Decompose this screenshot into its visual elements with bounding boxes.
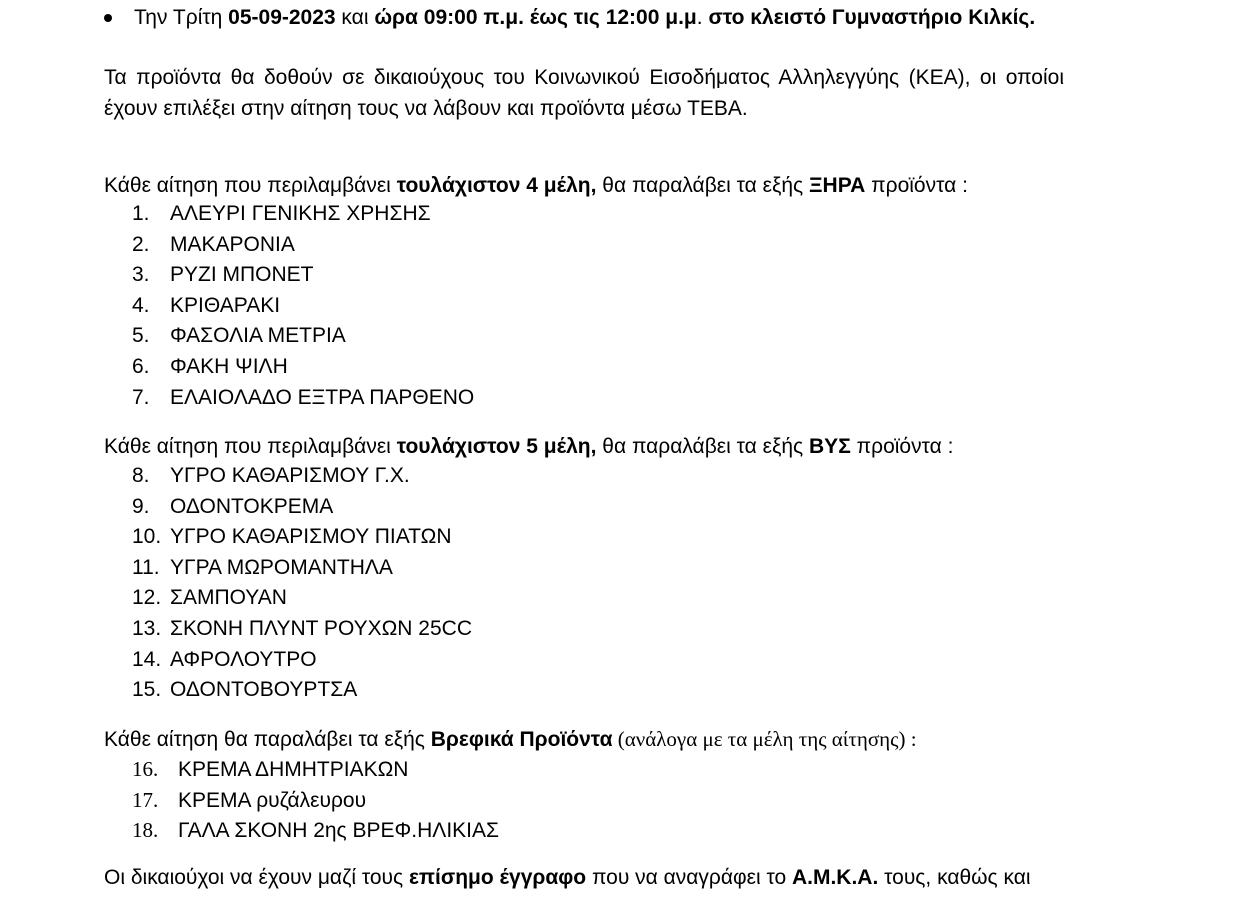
item-number: 6. <box>132 354 150 378</box>
list-item <box>132 461 472 492</box>
schedule-time: ώρα 09:00 π.μ. έως τις 12:00 μ.μ <box>374 6 697 29</box>
item-label: ΣΚΟΝΗ ΠΛΥΝΤ ΡΟΥΧΩΝ 25CC <box>170 616 472 640</box>
item-label: ΟΔΟΝΤΟΚΡΕΜΑ <box>170 494 334 518</box>
list-item <box>132 614 472 645</box>
bys-kind: ΒΥΣ <box>809 435 851 458</box>
dry-heading-suffix: προϊόντα : <box>865 174 968 197</box>
dry-heading-middle: θα παραλάβει τα εξής <box>596 174 810 197</box>
closing-middle: που να αναγράφει το <box>586 866 792 889</box>
dry-members: τουλάχιστον 4 μέλη, <box>396 174 597 197</box>
item-number: 5. <box>132 324 150 348</box>
item-number: 10. <box>132 525 162 549</box>
schedule-text <box>134 4 1064 32</box>
bys-members: τουλάχιστον 5 μέλη, <box>396 435 597 458</box>
dry-products-list <box>132 199 474 413</box>
bys-heading-prefix: Κάθε αίτηση που περιλαμβάνει <box>104 435 397 458</box>
item-number: 14. <box>132 647 162 671</box>
list-item <box>132 785 499 816</box>
dry-heading-prefix: Κάθε αίτηση που περιλαμβάνει <box>104 174 397 197</box>
list-item <box>132 199 474 230</box>
baby-products-list <box>132 754 499 846</box>
item-number: 9. <box>132 494 150 518</box>
item-label: ΜΑΚΑΡΟΝΙΑ <box>170 232 295 256</box>
list-item <box>132 645 472 676</box>
item-label: ΚΡΙΘΑΡΑΚΙ <box>170 293 281 317</box>
item-number: 7. <box>132 385 150 409</box>
item-number: 1. <box>132 202 150 225</box>
schedule-place: στο κλειστό Γυμναστήριο Κιλκίς. <box>708 6 1036 29</box>
list-item <box>132 383 474 414</box>
dry-kind: ΞΗΡΑ <box>809 174 866 197</box>
bys-products-heading <box>104 431 1064 462</box>
closing-prefix: Οι δικαιούχοι να έχουν μαζί τους <box>104 866 409 889</box>
item-number: 3. <box>132 263 150 287</box>
baby-heading-suffix: (ανάλογα με τα μέλη της αίτησης) : <box>612 727 917 751</box>
item-label: ΥΓΡΑ ΜΩΡΟΜΑΝΤΗΛΑ <box>170 555 393 579</box>
item-number: 15. <box>132 678 162 702</box>
list-item <box>132 492 472 523</box>
baby-kind: Βρεφικά Προϊόντα <box>430 728 613 751</box>
item-label: ΑΦΡΟΛΟΥΤΡΟ <box>170 647 317 671</box>
item-label: ΟΔΟΝΤΟΒΟΥΡΤΣΑ <box>170 678 358 702</box>
item-label: ΥΓΡΟ ΚΑΘΑΡΙΣΜΟΥ Γ.Χ. <box>170 464 410 487</box>
schedule-separator: . <box>696 6 709 29</box>
bys-heading-suffix: προϊόντα : <box>850 435 954 458</box>
item-label: ΚΡΕΜΑ ρυζάλευρου <box>178 788 367 812</box>
schedule-date: 05-09-2023 <box>228 6 336 29</box>
list-item <box>132 815 499 846</box>
list-item <box>132 230 474 261</box>
list-item <box>132 553 472 584</box>
schedule-prefix: Την Τρίτη <box>134 6 229 29</box>
list-item <box>132 321 474 352</box>
intro-paragraph: Τα προϊόντα θα δοθούν σε δικαιούχους του Κοινωνικού Εισοδήματος Αλληλεγγύης (ΚΕΑ), οι οποίοι έχουν επιλέξει στην αίτηση τους να λάβουν και προϊόντα μέσω ΤΕΒΑ. <box>104 66 1064 120</box>
item-number: 4. <box>132 293 150 317</box>
list-item <box>132 754 499 785</box>
item-number: 2. <box>132 232 150 256</box>
baby-products-heading <box>104 724 1064 755</box>
closing-suffix: τους, καθώς και <box>878 866 1031 889</box>
item-label: ΡΥΖΙ ΜΠΟΝΕΤ <box>170 263 314 287</box>
dry-products-heading <box>104 170 1064 201</box>
list-item <box>132 352 474 383</box>
baby-heading-prefix: Κάθε αίτηση θα παραλάβει τα εξής <box>104 728 431 751</box>
item-label: ΦΑΣΟΛΙΑ ΜΕΤΡΙΑ <box>170 324 346 348</box>
item-number: 11. <box>132 555 160 579</box>
bys-heading-middle: θα παραλάβει τα εξής <box>596 435 810 458</box>
item-number: 17. <box>132 787 159 812</box>
closing-document: επίσημο έγγραφο <box>408 866 587 889</box>
item-label: ΣΑΜΠΟΥΑΝ <box>170 586 287 610</box>
item-number: 18. <box>132 818 159 843</box>
bullet-dot-icon <box>104 14 112 22</box>
list-item <box>132 291 474 322</box>
item-number: 8. <box>132 464 150 487</box>
item-label: ΚΡΕΜΑ ΔΗΜΗΤΡΙΑΚΩΝ <box>178 758 409 781</box>
list-item <box>132 583 472 614</box>
bys-products-list <box>132 461 472 706</box>
item-label: ΥΓΡΟ ΚΑΘΑΡΙΣΜΟΥ ΠΙΑΤΩΝ <box>170 525 452 549</box>
closing-amka: Α.Μ.Κ.Α. <box>791 866 879 889</box>
list-item <box>132 522 472 553</box>
item-number: 13. <box>132 616 162 640</box>
list-item <box>132 260 474 291</box>
schedule-connector: και <box>335 6 375 29</box>
item-number: 16. <box>132 757 159 781</box>
item-number: 12. <box>132 586 162 610</box>
closing-paragraph <box>104 862 1064 893</box>
item-label: ΕΛΑΙΟΛΑΔΟ ΕΞΤΡΑ ΠΑΡΘΕΝΟ <box>170 385 475 409</box>
item-label: ΓΑΛΑ ΣΚΟΝΗ 2ης ΒΡΕΦ.ΗΛΙΚΙΑΣ <box>178 819 499 843</box>
list-item <box>132 675 472 706</box>
item-label: ΑΛΕΥΡΙ ΓΕΝΙΚΗΣ ΧΡΗΣΗΣ <box>170 202 431 225</box>
item-label: ΦΑΚΗ ΨΙΛΗ <box>170 354 288 378</box>
